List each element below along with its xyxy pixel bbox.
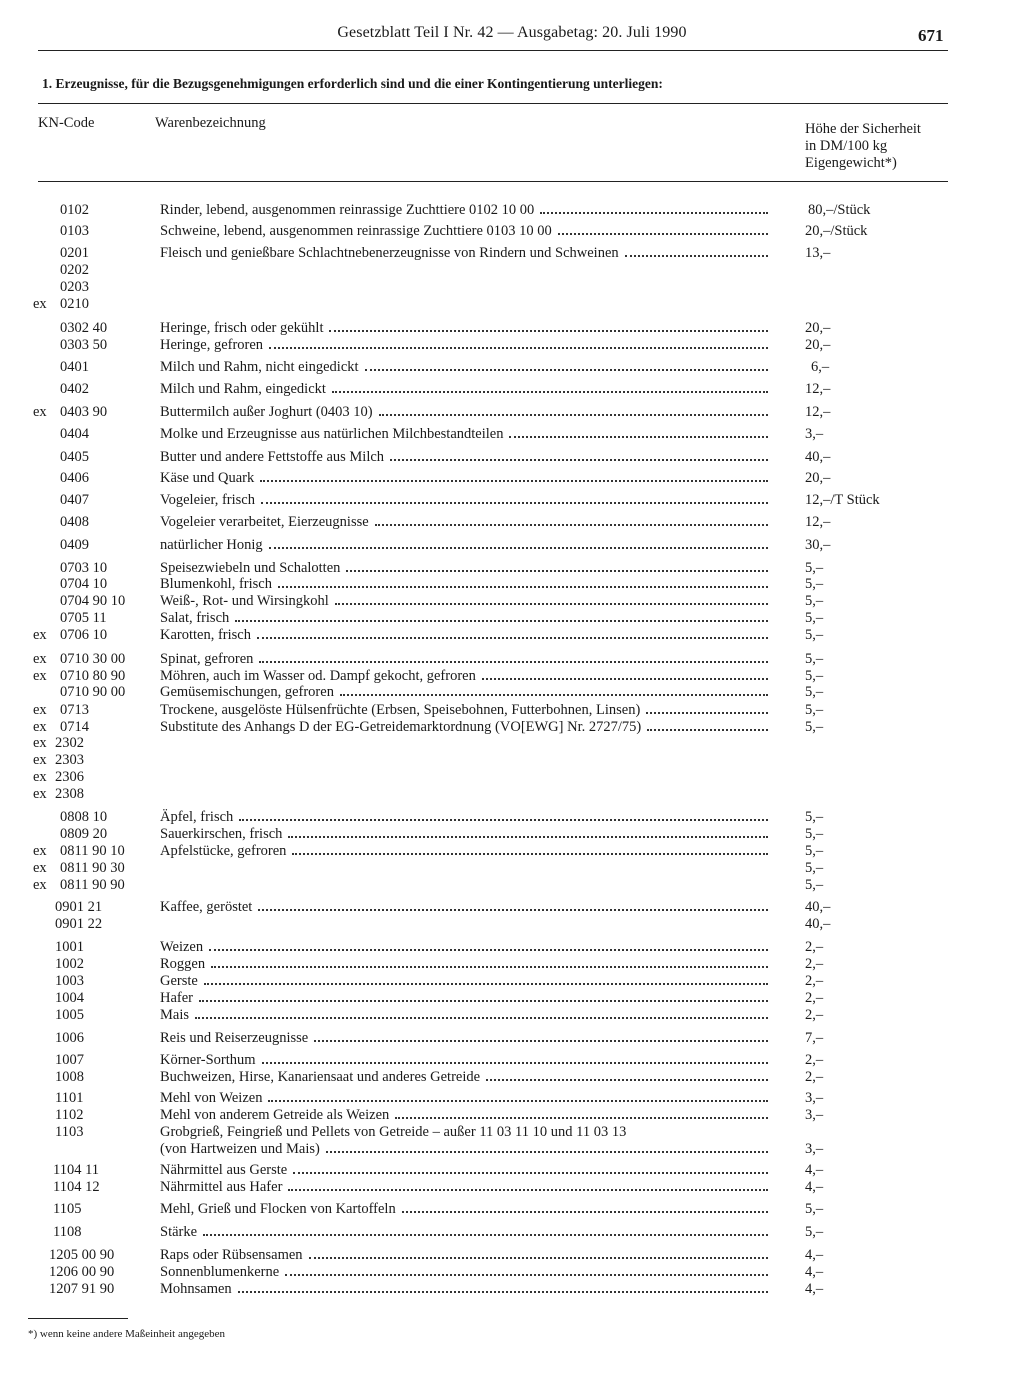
- security-amount: 13,–: [805, 245, 831, 261]
- goods-description: [160, 202, 772, 219]
- security-amount: 6,–: [811, 359, 830, 375]
- goods-description-text: Karotten, frisch: [160, 627, 251, 643]
- ex-marker: ex: [33, 719, 47, 735]
- kn-code: 0704 90 10: [60, 593, 126, 609]
- kn-code: 0405: [60, 449, 89, 465]
- goods-description: [160, 1052, 772, 1069]
- goods-description: [160, 337, 772, 354]
- header-title: Gesetzblatt Teil I Nr. 42 — Ausgabetag: 20. Juli 1990: [337, 24, 687, 41]
- goods-description: [160, 610, 772, 627]
- goods-description: [160, 1069, 772, 1086]
- security-amount: 2,–: [805, 1007, 824, 1023]
- security-amount: 5,–: [805, 860, 824, 876]
- kn-code: 0710 80 90: [60, 668, 126, 684]
- security-amount: 3,–: [805, 1141, 824, 1157]
- goods-description-text: Blumenkohl, frisch: [160, 576, 272, 592]
- goods-description-text: Buttermilch außer Joghurt (0403 10): [160, 404, 373, 420]
- goods-description-text: Butter und andere Fettstoffe aus Milch: [160, 449, 385, 465]
- security-amount: 3,–: [805, 426, 824, 442]
- ex-marker: ex: [33, 702, 47, 718]
- security-amount: 12,–: [805, 404, 831, 420]
- goods-description-text: Mehl, Grieß und Flocken von Kartoffeln: [160, 1201, 396, 1217]
- ex-marker: ex: [33, 752, 47, 768]
- footnote-rule: [28, 1318, 128, 1319]
- goods-description-text: Substitute des Anhangs D der EG-Getreidemarktordnung (VO[EWG] Nr. 2727/75): [160, 719, 642, 735]
- goods-description: [160, 702, 772, 719]
- kn-code: 0714: [60, 719, 89, 735]
- goods-description: [160, 1030, 772, 1047]
- goods-description-text: Roggen: [160, 956, 206, 972]
- goods-description-text: Vogeleier, frisch: [160, 492, 255, 508]
- goods-description: [160, 359, 772, 376]
- kn-code: 0710 30 00: [60, 651, 126, 667]
- goods-description: [160, 404, 772, 421]
- goods-description: [160, 684, 772, 701]
- security-amount: 20,–/Stück: [805, 223, 868, 239]
- security-amount: 5,–: [805, 651, 824, 667]
- ex-marker: ex: [33, 843, 47, 859]
- kn-code: 0408: [60, 514, 89, 530]
- goods-description-text: Möhren, auch im Wasser od. Dampf gekocht, gefroren: [160, 668, 476, 684]
- security-amount: 5,–: [805, 560, 824, 576]
- goods-description: [160, 719, 772, 736]
- goods-description-text: Mehl von anderem Getreide als Weizen: [160, 1107, 390, 1123]
- goods-description: [160, 668, 772, 685]
- goods-description-text: Körner-Sorthum: [160, 1052, 256, 1068]
- goods-description: [160, 939, 772, 956]
- column-header-amount-line2: in DM/100 kg: [805, 138, 888, 154]
- goods-description-text: Schweine, lebend, ausgenommen reinrassige Zuchttiere 0103 10 00: [160, 223, 552, 239]
- goods-description: [160, 514, 772, 531]
- footnote: *) wenn keine andere Maßeinheit angegeben: [28, 1328, 225, 1340]
- kn-code: 0402: [60, 381, 89, 397]
- header-rule: [38, 50, 948, 51]
- goods-description-text: Sonnenblumenkerne: [160, 1264, 280, 1280]
- kn-code: 0901 21: [55, 899, 103, 915]
- kn-code: 0409: [60, 537, 89, 553]
- kn-code: 0811 90 90: [60, 877, 125, 893]
- kn-code: 0202: [60, 262, 89, 278]
- goods-description: [160, 449, 772, 466]
- kn-code: 1005: [55, 1007, 84, 1023]
- ex-marker: ex: [33, 651, 47, 667]
- goods-description-text: Trockene, ausgelöste Hülsenfrüchte (Erbsen, Speisebohnen, Futterbohnen, Linsen): [160, 702, 641, 718]
- kn-code: 0401: [60, 359, 89, 375]
- security-amount: 5,–: [805, 719, 824, 735]
- security-amount: 2,–: [805, 990, 824, 1006]
- security-amount: 2,–: [805, 1052, 824, 1068]
- kn-code: 0407: [60, 492, 89, 508]
- goods-description: [160, 1162, 772, 1179]
- kn-code: 0303 50: [60, 337, 108, 353]
- goods-description: [160, 560, 772, 577]
- kn-code: 1001: [55, 939, 84, 955]
- goods-description: [160, 537, 772, 554]
- goods-description-text: Nährmittel aus Gerste: [160, 1162, 288, 1178]
- goods-description: [160, 1179, 772, 1196]
- kn-code: 0710 90 00: [60, 684, 126, 700]
- goods-description: [160, 973, 772, 990]
- goods-description-text: Milch und Rahm, eingedickt: [160, 381, 326, 397]
- kn-code: 0404: [60, 426, 89, 442]
- kn-code: 0808 10: [60, 809, 108, 825]
- goods-description-text: (von Hartweizen und Mais): [160, 1141, 320, 1157]
- goods-description-text: Speisezwiebeln und Schalotten: [160, 560, 341, 576]
- goods-description: [160, 1090, 772, 1107]
- security-amount: 12,–: [805, 381, 831, 397]
- kn-code: 0102: [60, 202, 89, 218]
- goods-description: [160, 223, 772, 240]
- goods-description: [160, 1224, 772, 1241]
- ex-marker: ex: [33, 627, 47, 643]
- kn-code: 0403 90: [60, 404, 108, 420]
- goods-description-text: Grobgrieß, Feingrieß und Pellets von Getreide – außer 11 03 11 10 und 11 03 13: [160, 1124, 627, 1140]
- goods-description-text: Äpfel, frisch: [160, 809, 234, 825]
- goods-description: [160, 1107, 772, 1124]
- kn-code: 0901 22: [55, 916, 103, 932]
- kn-code: 2302: [55, 735, 84, 751]
- column-header-description: Warenbezeichnung: [155, 115, 266, 131]
- goods-description-text: Reis und Reiserzeugnisse: [160, 1030, 309, 1046]
- goods-description-text: Raps oder Rübsensamen: [160, 1247, 303, 1263]
- goods-description-text: Sauerkirschen, frisch: [160, 826, 283, 842]
- goods-description-text: Apfelstücke, gefroren: [160, 843, 287, 859]
- goods-description: [160, 956, 772, 973]
- kn-code: 0203: [60, 279, 89, 295]
- goods-description: [160, 826, 772, 843]
- kn-code: 0811 90 10: [60, 843, 125, 859]
- goods-description-text: Molke und Erzeugnisse aus natürlichen Milchbestandteilen: [160, 426, 504, 442]
- ex-marker: ex: [33, 769, 47, 785]
- goods-description: [160, 426, 772, 443]
- security-amount: 7,–: [805, 1030, 824, 1046]
- security-amount: 40,–: [805, 916, 831, 932]
- kn-code: 1104 11: [53, 1162, 100, 1178]
- column-header-code: KN-Code: [38, 115, 95, 131]
- security-amount: 20,–: [805, 337, 831, 353]
- security-amount: 5,–: [805, 668, 824, 684]
- kn-code: 1205 00 90: [49, 1247, 115, 1263]
- goods-description: [160, 843, 772, 860]
- security-amount: 4,–: [805, 1264, 824, 1280]
- kn-code: 0809 20: [60, 826, 108, 842]
- goods-description-text: Heringe, gefroren: [160, 337, 264, 353]
- kn-code: 1105: [53, 1201, 82, 1217]
- goods-description-text: Mehl von Weizen: [160, 1090, 263, 1106]
- goods-description-text: Käse und Quark: [160, 470, 255, 486]
- ex-marker: ex: [33, 404, 47, 420]
- goods-description: [160, 1264, 772, 1281]
- goods-description-text: Fleisch und genießbare Schlachtnebenerzeugnisse von Rindern und Schweinen: [160, 245, 619, 261]
- goods-description-text: Vogeleier verarbeitet, Eierzeugnisse: [160, 514, 369, 530]
- security-amount: 5,–: [805, 684, 824, 700]
- column-header-amount-line3: Eigengewicht*): [805, 155, 897, 171]
- goods-description: [160, 1124, 772, 1141]
- kn-code: 0704 10: [60, 576, 108, 592]
- security-amount: 5,–: [805, 593, 824, 609]
- security-amount: 40,–: [805, 449, 831, 465]
- goods-description-text: Weizen: [160, 939, 204, 955]
- kn-code: 0713: [60, 702, 89, 718]
- security-amount: 40,–: [805, 899, 831, 915]
- kn-code: 0706 10: [60, 627, 108, 643]
- security-amount: 5,–: [805, 826, 824, 842]
- kn-code: 1108: [53, 1224, 82, 1240]
- goods-description-text: Weiß-, Rot- und Wirsingkohl: [160, 593, 329, 609]
- goods-description-text: Buchweizen, Hirse, Kanariensaat und anderes Getreide: [160, 1069, 481, 1085]
- security-amount: 2,–: [805, 973, 824, 989]
- goods-description: [160, 1141, 772, 1158]
- security-amount: 5,–: [805, 843, 824, 859]
- kn-code: 0103: [60, 223, 89, 239]
- column-header-amount-line1: Höhe der Sicherheit: [805, 121, 921, 137]
- goods-description-text: Gemüsemischungen, gefroren: [160, 684, 334, 700]
- security-amount: 5,–: [805, 576, 824, 592]
- goods-description-text: natürlicher Honig: [160, 537, 263, 553]
- goods-description-text: Hafer: [160, 990, 194, 1006]
- goods-description-text: Gerste: [160, 973, 198, 989]
- kn-code: 0811 90 30: [60, 860, 125, 876]
- security-amount: 2,–: [805, 939, 824, 955]
- ex-marker: ex: [33, 668, 47, 684]
- kn-code: 0302 40: [60, 320, 108, 336]
- security-amount: 4,–: [805, 1281, 824, 1297]
- kn-code: 1007: [55, 1052, 84, 1068]
- security-amount: 4,–: [805, 1162, 824, 1178]
- goods-description-text: Milch und Rahm, nicht eingedickt: [160, 359, 359, 375]
- security-amount: 12,–/T Stück: [805, 492, 880, 508]
- kn-code: 2303: [55, 752, 84, 768]
- kn-code: 2308: [55, 786, 84, 802]
- goods-description: [160, 899, 772, 916]
- ex-marker: ex: [33, 877, 47, 893]
- ex-marker: ex: [33, 296, 47, 312]
- goods-description: [160, 1007, 772, 1024]
- security-amount: 5,–: [805, 1224, 824, 1240]
- goods-description: [160, 245, 772, 262]
- goods-description-text: Mohnsamen: [160, 1281, 232, 1297]
- goods-description-text: Spinat, gefroren: [160, 651, 254, 667]
- goods-description-text: Nährmittel aus Hafer: [160, 1179, 283, 1195]
- security-amount: 5,–: [805, 610, 824, 626]
- goods-description: [160, 651, 772, 668]
- page-number: 671: [918, 26, 944, 45]
- kn-code: 1008: [55, 1069, 84, 1085]
- goods-description: [160, 492, 772, 509]
- security-amount: 4,–: [805, 1247, 824, 1263]
- goods-description-text: Mais: [160, 1007, 189, 1023]
- goods-description-text: Kaffee, geröstet: [160, 899, 253, 915]
- ex-marker: ex: [33, 860, 47, 876]
- kn-code: 1102: [55, 1107, 84, 1123]
- goods-description: [160, 990, 772, 1007]
- goods-description-text: Rinder, lebend, ausgenommen reinrassige Zuchttiere 0102 10 00: [160, 202, 535, 218]
- kn-code: 1003: [55, 973, 84, 989]
- kn-code: 0406: [60, 470, 89, 486]
- security-amount: 5,–: [805, 1201, 824, 1217]
- ex-marker: ex: [33, 786, 47, 802]
- goods-description: [160, 627, 772, 644]
- goods-description: [160, 576, 772, 593]
- goods-description: [160, 1201, 772, 1218]
- goods-description: [160, 470, 772, 487]
- security-amount: 20,–: [805, 470, 831, 486]
- kn-code: 0703 10: [60, 560, 108, 576]
- section-rule: [38, 103, 948, 104]
- kn-code: 0201: [60, 245, 89, 261]
- security-amount: 4,–: [805, 1179, 824, 1195]
- security-amount: 3,–: [805, 1107, 824, 1123]
- goods-description: [160, 809, 772, 826]
- security-amount: 5,–: [805, 627, 824, 643]
- kn-code: 1104 12: [53, 1179, 100, 1195]
- kn-code: 1207 91 90: [49, 1281, 115, 1297]
- security-amount: 5,–: [805, 877, 824, 893]
- ex-marker: ex: [33, 735, 47, 751]
- kn-code: 1103: [55, 1124, 84, 1140]
- column-header-rule: [38, 181, 948, 182]
- goods-description: [160, 1247, 772, 1264]
- goods-description: [160, 593, 772, 610]
- kn-code: 2306: [55, 769, 84, 785]
- security-amount: 5,–: [805, 702, 824, 718]
- kn-code: 1206 00 90: [49, 1264, 115, 1280]
- security-amount: 12,–: [805, 514, 831, 530]
- section-title: 1. Erzeugnisse, für die Bezugsgenehmigungen erforderlich sind und die einer Kontingentierung unterliegen:: [42, 76, 663, 91]
- goods-description: [160, 381, 772, 398]
- kn-code: 1101: [55, 1090, 84, 1106]
- kn-code: 0705 11: [60, 610, 107, 626]
- security-amount: 80,–/Stück: [808, 202, 871, 218]
- security-amount: 2,–: [805, 956, 824, 972]
- goods-description: [160, 1281, 772, 1298]
- security-amount: 30,–: [805, 537, 831, 553]
- security-amount: 2,–: [805, 1069, 824, 1085]
- kn-code: 1002: [55, 956, 84, 972]
- kn-code: 1004: [55, 990, 84, 1006]
- security-amount: 3,–: [805, 1090, 824, 1106]
- kn-code: 1006: [55, 1030, 84, 1046]
- goods-description-text: Heringe, frisch oder gekühlt: [160, 320, 324, 336]
- goods-description-text: Stärke: [160, 1224, 198, 1240]
- goods-description: [160, 320, 772, 337]
- goods-description-text: Salat, frisch: [160, 610, 230, 626]
- security-amount: 5,–: [805, 809, 824, 825]
- security-amount: 20,–: [805, 320, 831, 336]
- kn-code: 0210: [60, 296, 89, 312]
